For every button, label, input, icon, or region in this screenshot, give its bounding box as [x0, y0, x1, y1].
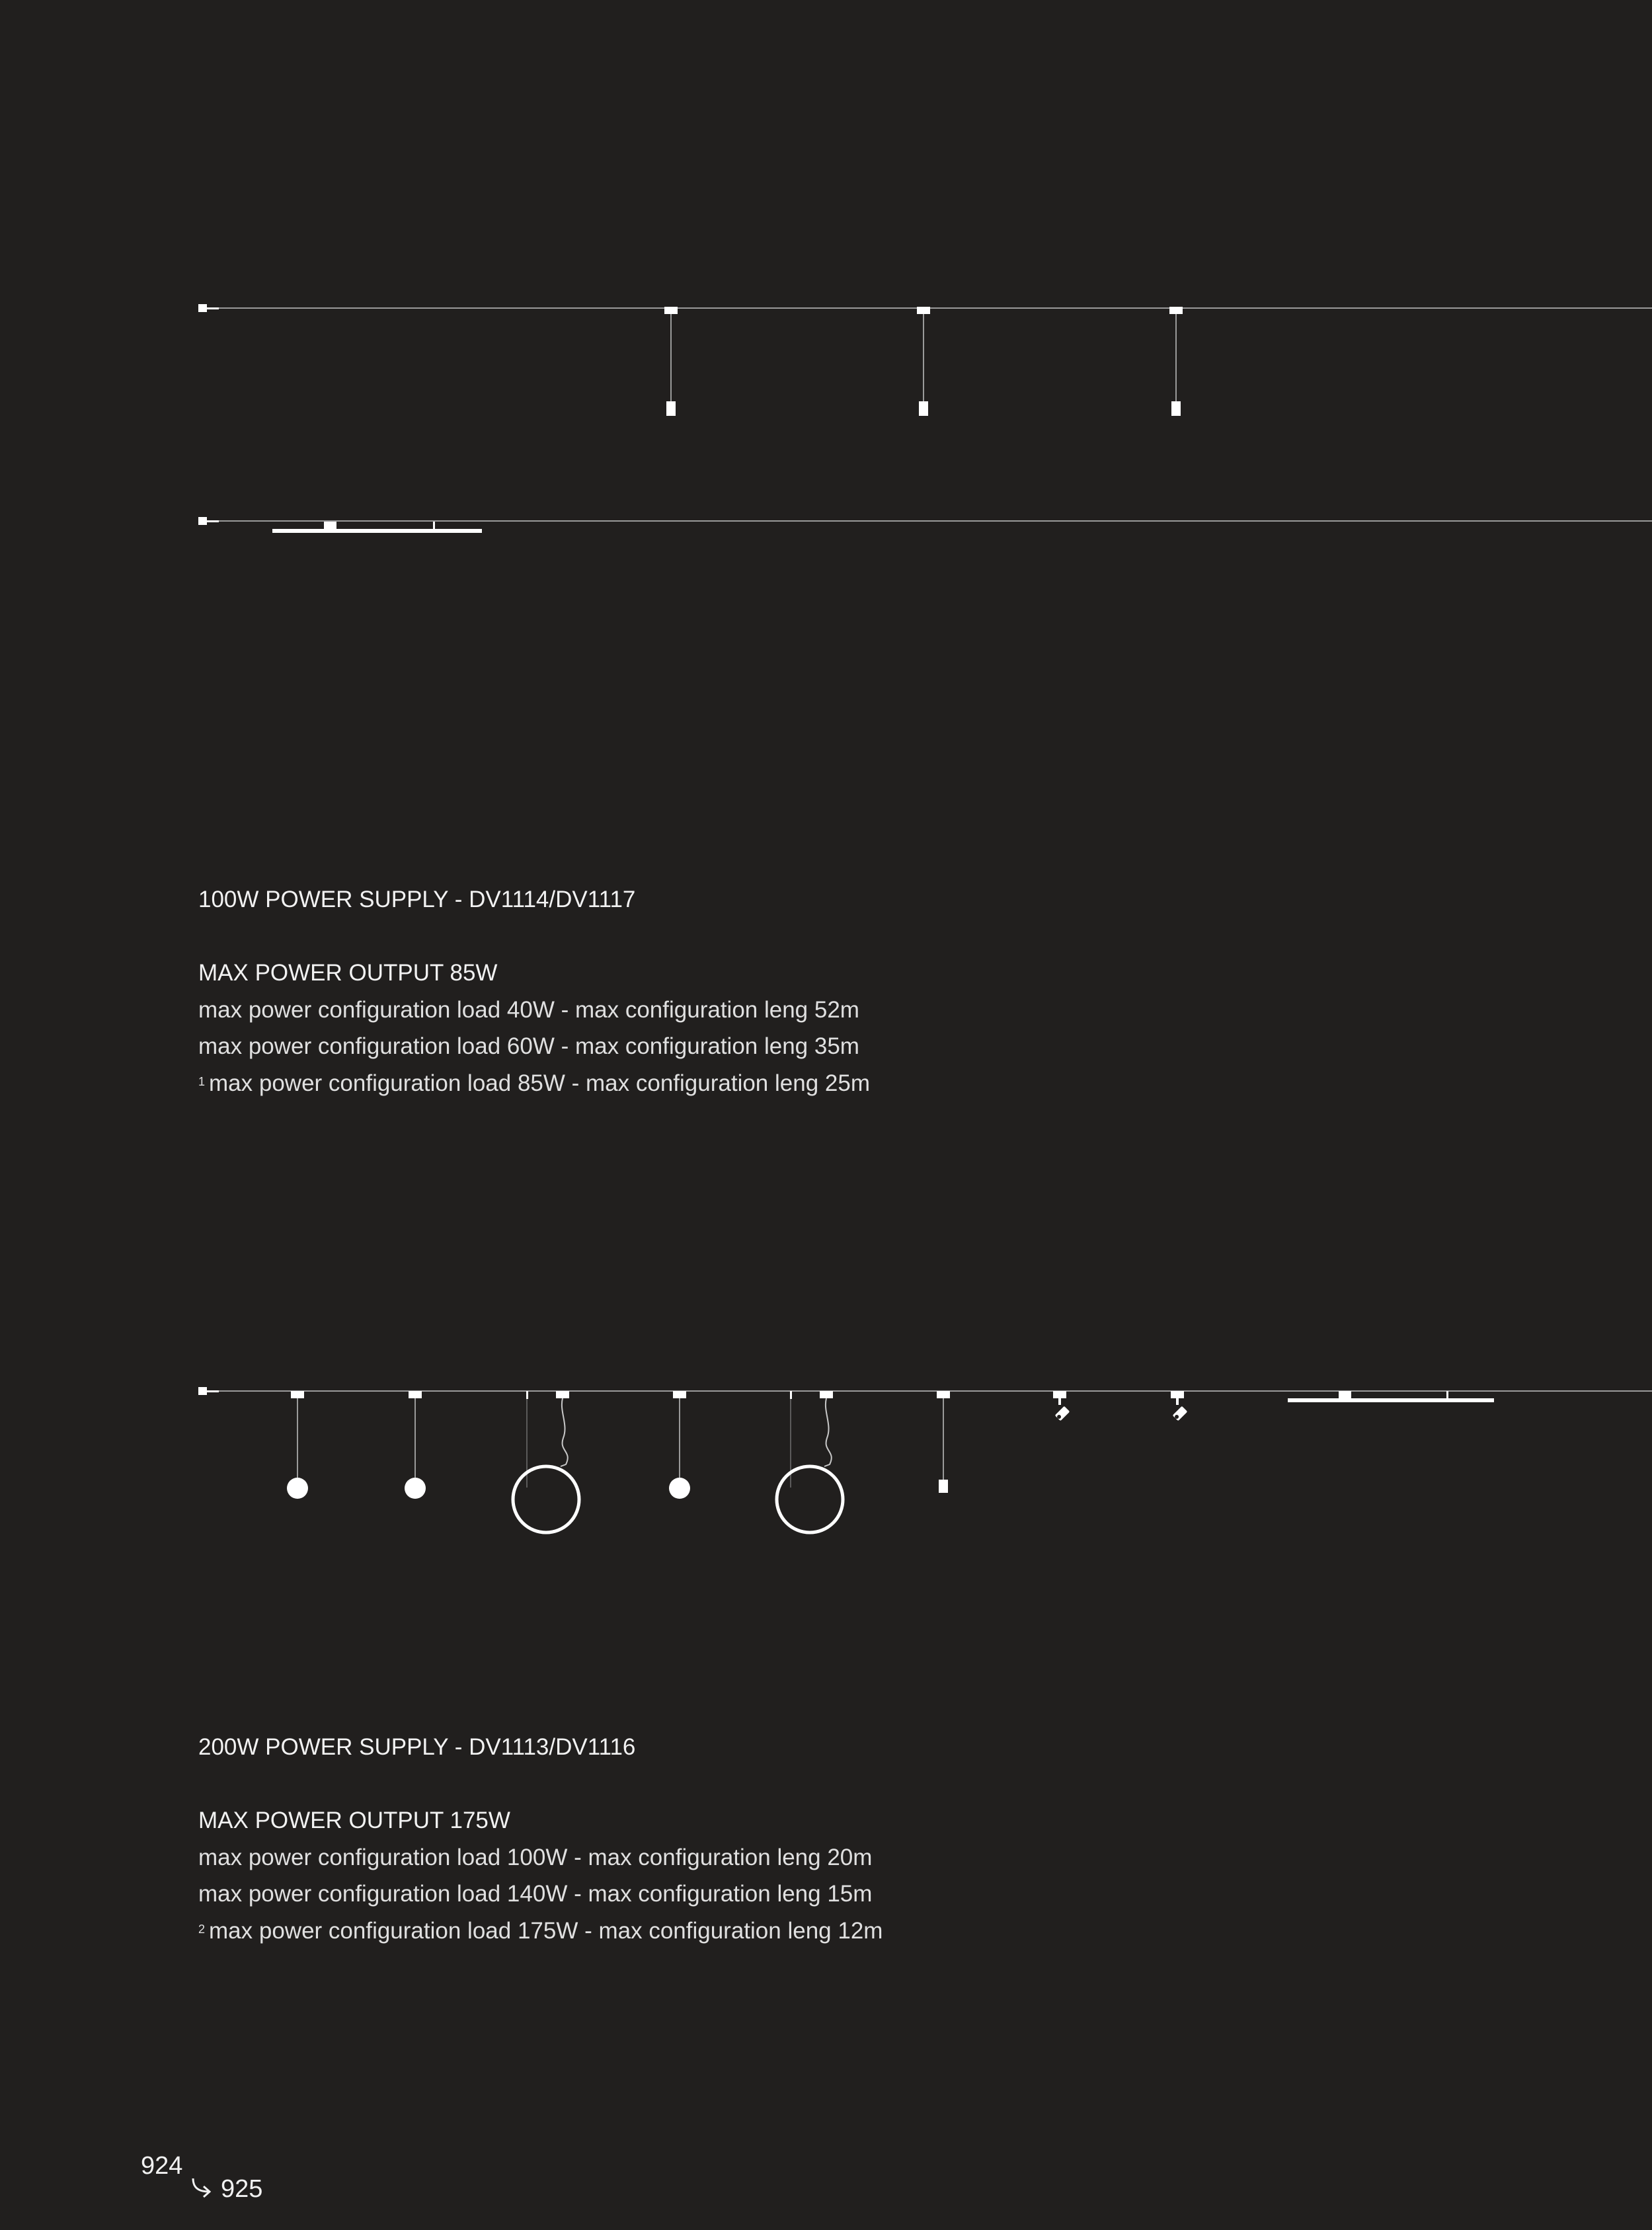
cylinder-pendant: [939, 1480, 948, 1493]
spec-line: [198, 1065, 870, 1102]
track-spotlight: [1173, 1406, 1188, 1421]
power-supply-stub: [207, 520, 219, 522]
spec-line-text: max power configuration load 175W - max configuration leng 12m: [209, 1917, 883, 1944]
page-number-left: 924: [141, 2152, 183, 2180]
linear-light-bar: [272, 529, 482, 533]
cylinder-pendant: [1171, 401, 1181, 416]
track-adapter: [1171, 1391, 1184, 1398]
spec-subtitle: MAX POWER OUTPUT 85W: [198, 960, 498, 986]
spot-stem: [1058, 1398, 1061, 1405]
power-supply-end-cap: [198, 1387, 207, 1395]
track-adapter: [664, 307, 678, 314]
track-adapter: [820, 1391, 833, 1398]
spec-line-text: max power configuration load 85W - max configuration leng 25m: [209, 1070, 870, 1096]
spec-block-200w: [198, 1729, 883, 1949]
track-adapter: [1339, 1391, 1351, 1399]
spec-line: [198, 992, 870, 1029]
linear-light-connector: [433, 522, 435, 530]
track-adapter: [324, 522, 336, 530]
spec-subtitle: MAX POWER OUTPUT 175W: [198, 1808, 510, 1833]
spec-title: 100W POWER SUPPLY - DV1114/DV1117: [198, 887, 636, 912]
power-supply-end-cap: [198, 304, 207, 312]
track-adapter: [673, 1391, 686, 1398]
spec-line-text: max power configuration load 100W - max configuration leng 20m: [198, 1844, 873, 1870]
spec-line: [198, 1028, 870, 1065]
cylinder-pendant: [666, 401, 676, 416]
ring-pendant: [513, 1466, 579, 1533]
track-adapter: [291, 1391, 304, 1398]
spec-block-100w: [198, 881, 870, 1101]
sphere-pendant: [669, 1478, 690, 1499]
track-adapter: [917, 307, 930, 314]
spec-line: [198, 1913, 883, 1950]
track-adapter: [409, 1391, 422, 1398]
linear-light-bar: [1288, 1398, 1494, 1402]
page-number-right: 925: [221, 2175, 263, 2203]
footnote-marker: 2: [198, 1922, 206, 1936]
config-100w-pendants: [198, 304, 1652, 416]
ring-anchor: [790, 1391, 792, 1399]
track-adapter: [1053, 1391, 1066, 1398]
ring-pendant: [777, 1466, 843, 1533]
spot-stem: [1176, 1398, 1179, 1405]
track-adapter: [556, 1391, 569, 1398]
track-spotlight: [1055, 1406, 1070, 1421]
power-supply-stub: [207, 307, 219, 309]
spec-line: [198, 1839, 883, 1876]
config-200w-mixed: [198, 1387, 1652, 1533]
track-adapter: [1169, 307, 1183, 314]
power-supply-stub: [207, 1390, 219, 1392]
sphere-pendant: [405, 1478, 426, 1499]
spec-line-text: max power configuration load 140W - max configuration leng 15m: [198, 1881, 873, 1907]
spec-line-text: max power configuration load 40W - max configuration leng 52m: [198, 996, 859, 1023]
linear-light-connector: [1446, 1391, 1448, 1399]
sphere-pendant: [287, 1478, 308, 1499]
power-cable: [824, 1398, 832, 1466]
spec-line-text: max power configuration load 60W - max configuration leng 35m: [198, 1033, 859, 1059]
footnote-marker: 1: [198, 1074, 206, 1088]
track-adapter: [937, 1391, 950, 1398]
ring-anchor: [526, 1391, 528, 1399]
spec-line: [198, 1876, 883, 1913]
config-100w-linear: [198, 517, 1652, 533]
power-cable: [561, 1398, 568, 1466]
spec-title: 200W POWER SUPPLY - DV1113/DV1116: [198, 1734, 636, 1760]
return-arrow-icon: [189, 2177, 216, 2201]
cylinder-pendant: [919, 401, 928, 416]
power-supply-end-cap: [198, 517, 207, 525]
